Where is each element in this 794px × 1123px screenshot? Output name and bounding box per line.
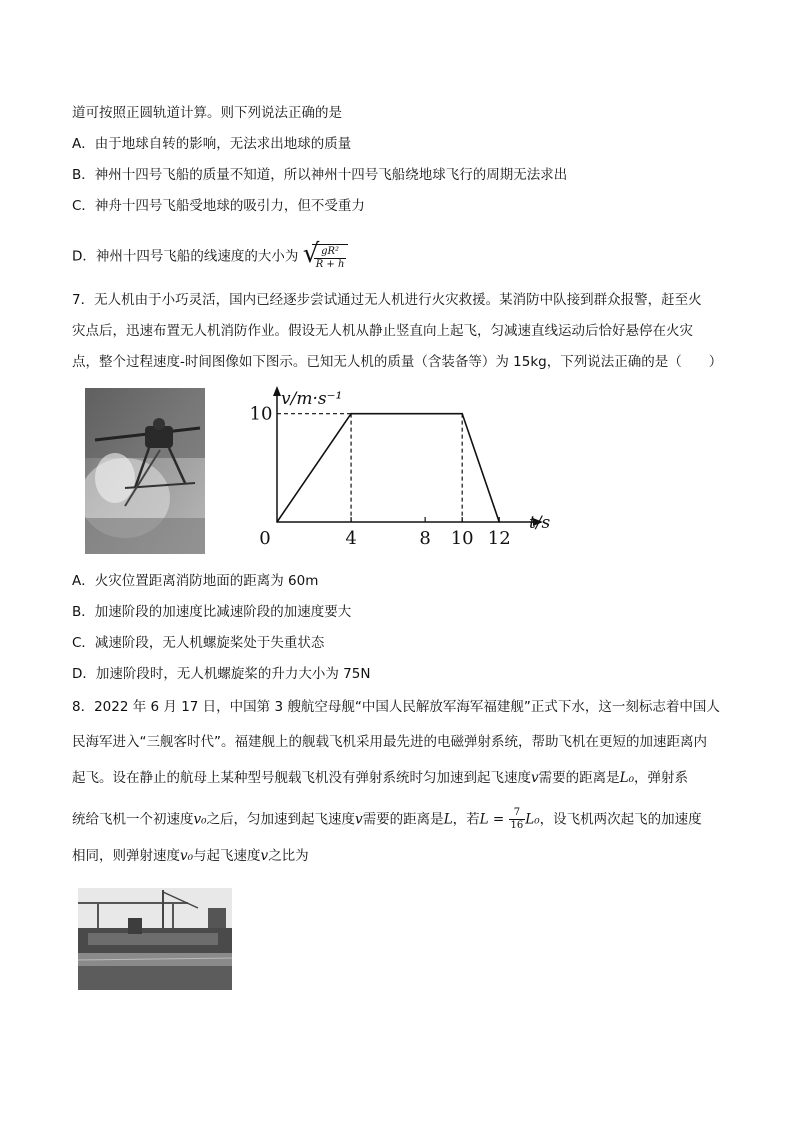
drone-photo — [85, 388, 205, 554]
q8-stem-line2: 民海军进入“三舰客时代”。福建舰上的舰载飞机采用最先进的电磁弹射系统，帮助飞机在更短的加速距离内 — [72, 734, 707, 750]
q8-symbol-v0: v₀ — [193, 811, 207, 828]
data-point-2 — [461, 413, 463, 415]
x-axis-label: t/s — [529, 513, 551, 533]
formula-denominator: R + h — [315, 259, 345, 270]
q7-option-c: C．减速阶段，无人机螺旋桨处于失重状态 — [72, 635, 325, 651]
q8-stem-line5 — [72, 846, 309, 866]
q6-option-d-formula: √ $\frac{\text{gR²}}{R + h}$ — [303, 242, 349, 271]
x-tick-label-0: 0 — [259, 528, 271, 549]
x-tick-label-4: 12 — [487, 528, 511, 549]
x-tick-label-1: 4 — [345, 528, 357, 549]
q8-line5-text-a: 相同，则弹射速度 — [72, 848, 180, 864]
q6-option-d-text: D．神州十四号飞船的线速度的大小为 — [72, 248, 299, 265]
carrier-photo — [78, 888, 232, 990]
y-tick-label-0: 10 — [249, 403, 273, 425]
q6-intro: 道可按照正圆轨道计算。则下列说法正确的是 — [72, 105, 342, 121]
q8-fraction — [509, 807, 526, 832]
q8-line4-text-d: ，若 — [452, 811, 480, 828]
q8-line4-text-a: 统给飞机一个初速度 — [72, 811, 194, 828]
data-point-0 — [276, 521, 278, 523]
data-point-1 — [350, 413, 352, 415]
y-axis-arrow — [273, 386, 281, 396]
q7-option-d: D．加速阶段时，无人机螺旋桨的升力大小为 75N — [72, 666, 371, 682]
q6-option-b: B．神州十四号飞船的质量不知道，所以神州十四号飞船绕地球飞行的周期无法求出 — [72, 167, 568, 183]
q7-stem-line3: 点，整个过程速度-时间图像如下图示。已知无人机的质量（含装备等）为 15kg，下列说法正确的是（ ） — [72, 354, 723, 370]
q7-stem-line2: 灾点后，迅速布置无人机消防作业。假设无人机从静止竖直向上起飞，匀减速直线运动后恰好悬停在火灾 — [72, 323, 693, 339]
q8-equation-left: L = — [479, 811, 505, 828]
q8-stem-line3 — [72, 768, 688, 788]
q8-symbol-v-2: v — [355, 811, 363, 828]
q8-line4-text-e: ，设飞机两次起飞的加速度 — [539, 811, 702, 828]
q8-stem-line4 — [72, 807, 702, 832]
q6-option-d — [72, 239, 348, 271]
q8-symbol-v-3: v — [260, 848, 269, 864]
x-tick-label-3: 10 — [450, 528, 474, 549]
q8-line5-text-c: 之比为 — [268, 848, 309, 864]
q6-option-c: C．神舟十四号飞船受地球的吸引力，但不受重力 — [72, 198, 365, 214]
q8-symbol-L: L — [443, 811, 453, 828]
q7-option-a: A．火灾位置距离消防地面的距离为 60m — [72, 573, 319, 589]
vt-chart — [245, 382, 555, 552]
q8-symbol-L0: L₀ — [619, 770, 635, 786]
q8-line5-text-b: 与起飞速度 — [193, 848, 261, 864]
q8-equation-right: L₀ — [525, 811, 540, 828]
series-line — [277, 414, 499, 522]
q8-fraction-numerator: 7 — [509, 807, 526, 820]
q8-line4-text-b: 之后，匀加速到起飞速度 — [206, 811, 356, 828]
q8-line3-text-a: 起飞。设在静止的航母上某种型号舰载飞机没有弹射系统时匀加速到起飞速度 — [72, 770, 531, 786]
q7-option-b: B．加速阶段的加速度比减速阶段的加速度要大 — [72, 604, 352, 620]
q7-stem-line1: 7．无人机由于小巧灵活，国内已经逐步尝试通过无人机进行火灾救援。某消防中队接到群众报警，赶至火 — [72, 292, 702, 308]
q8-symbol-v0-2: v₀ — [180, 848, 194, 864]
q8-stem-line1: 8．2022 年 6 月 17 日，中国第 3 艘航空母舰“中国人民解放军海军福建舰”正式下水，这一刻标志着中国人 — [72, 699, 720, 715]
q8-line4-text-c: 需要的距离是 — [362, 811, 444, 828]
q8-symbol-v: v — [531, 770, 539, 786]
q8-fraction-denominator: 16 — [510, 820, 524, 831]
q6-option-a: A．由于地球自转的影响，无法求出地球的质量 — [72, 136, 352, 152]
formula-numerator: gR² — [314, 246, 347, 259]
x-tick-label-2: 8 — [419, 528, 431, 549]
q8-line3-text-c: ，弹射系 — [634, 770, 689, 786]
q8-line3-text-b: 需要的距离是 — [538, 770, 620, 786]
y-axis-label: v/m·s⁻¹ — [281, 389, 343, 409]
